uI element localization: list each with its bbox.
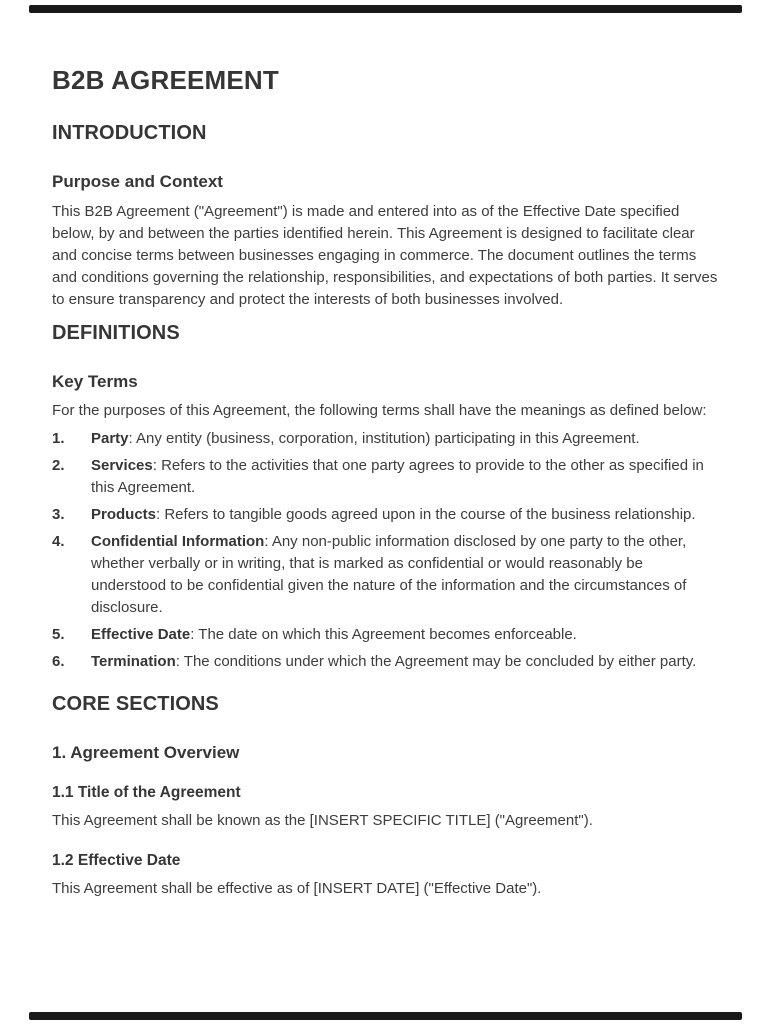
list-item-termination — [52, 651, 718, 673]
key-terms-intro: For the purposes of this Agreement, the following terms shall have the meanings as defined below: — [52, 402, 707, 419]
list-item-confidential-information — [52, 531, 718, 619]
list-item-effective-date — [52, 624, 718, 646]
term-definition: : Refers to the activities that one party agrees to provide to the other as specified in this Agreement. — [91, 457, 704, 496]
term-name: Party — [91, 430, 129, 447]
list-number: 3. — [52, 506, 65, 523]
section-heading-core-sections: CORE SECTIONS — [52, 693, 219, 715]
subsection-heading-key-terms: Key Terms — [52, 372, 138, 391]
list-item-products — [52, 504, 718, 526]
term-definition: : The date on which this Agreement becomes enforceable. — [190, 626, 577, 643]
key-terms-list — [52, 428, 718, 673]
section-heading-introduction: INTRODUCTION — [52, 122, 207, 144]
term-definition: : The conditions under which the Agreement may be concluded by either party. — [175, 653, 697, 670]
term-definition: : Any entity (business, corporation, institution) participating in this Agreement. — [128, 430, 640, 447]
page-edge-bottom — [29, 1012, 742, 1020]
clause-heading-title-of-agreement: 1.1 Title of the Agreement — [52, 784, 241, 801]
list-number: 4. — [52, 533, 65, 550]
term-name: Services — [91, 457, 153, 474]
term-definition: : Any non-public information disclosed by one party to the other, whether verbally or in writing, that is marked as confidential or would reasonably be understood to be confidential given the nature of the information and the circumstances of disclosure. — [91, 533, 687, 616]
term-name: Confidential Information — [91, 533, 265, 550]
subsection-heading-purpose-and-context: Purpose and Context — [52, 172, 223, 191]
term-definition: : Refers to tangible goods agreed upon in the course of the business relationship. — [156, 506, 696, 523]
term-name: Effective Date — [91, 626, 191, 643]
list-number: 1. — [52, 430, 65, 447]
list-number: 5. — [52, 626, 65, 643]
list-item-party — [52, 428, 718, 450]
list-number: 6. — [52, 653, 65, 670]
clause-heading-effective-date: 1.2 Effective Date — [52, 852, 181, 869]
subsection-heading-agreement-overview: 1. Agreement Overview — [52, 743, 240, 762]
list-item-services — [52, 455, 718, 499]
document-title: B2B AGREEMENT — [52, 65, 279, 95]
list-number: 2. — [52, 457, 65, 474]
term-name: Products — [91, 506, 157, 523]
section-heading-definitions: DEFINITIONS — [52, 322, 180, 344]
clause-body-title-of-agreement: This Agreement shall be known as the [INSERT SPECIFIC TITLE] ("Agreement"). — [52, 812, 593, 829]
clause-body-effective-date: This Agreement shall be effective as of [INSERT DATE] ("Effective Date"). — [52, 880, 542, 897]
introduction-paragraph: This B2B Agreement ("Agreement") is made and entered into as of the Effective Date specified below, by and between the parties identified herein. This Agreement is designed to facilitate clear and concise terms between businesses engaging in commerce. The document outlines the terms and conditions governing the relationship, responsibilities, and expectations of both parties. It serves to ensure transparency and protect the interests of both businesses involved. — [52, 203, 718, 308]
term-name: Termination — [91, 653, 176, 670]
